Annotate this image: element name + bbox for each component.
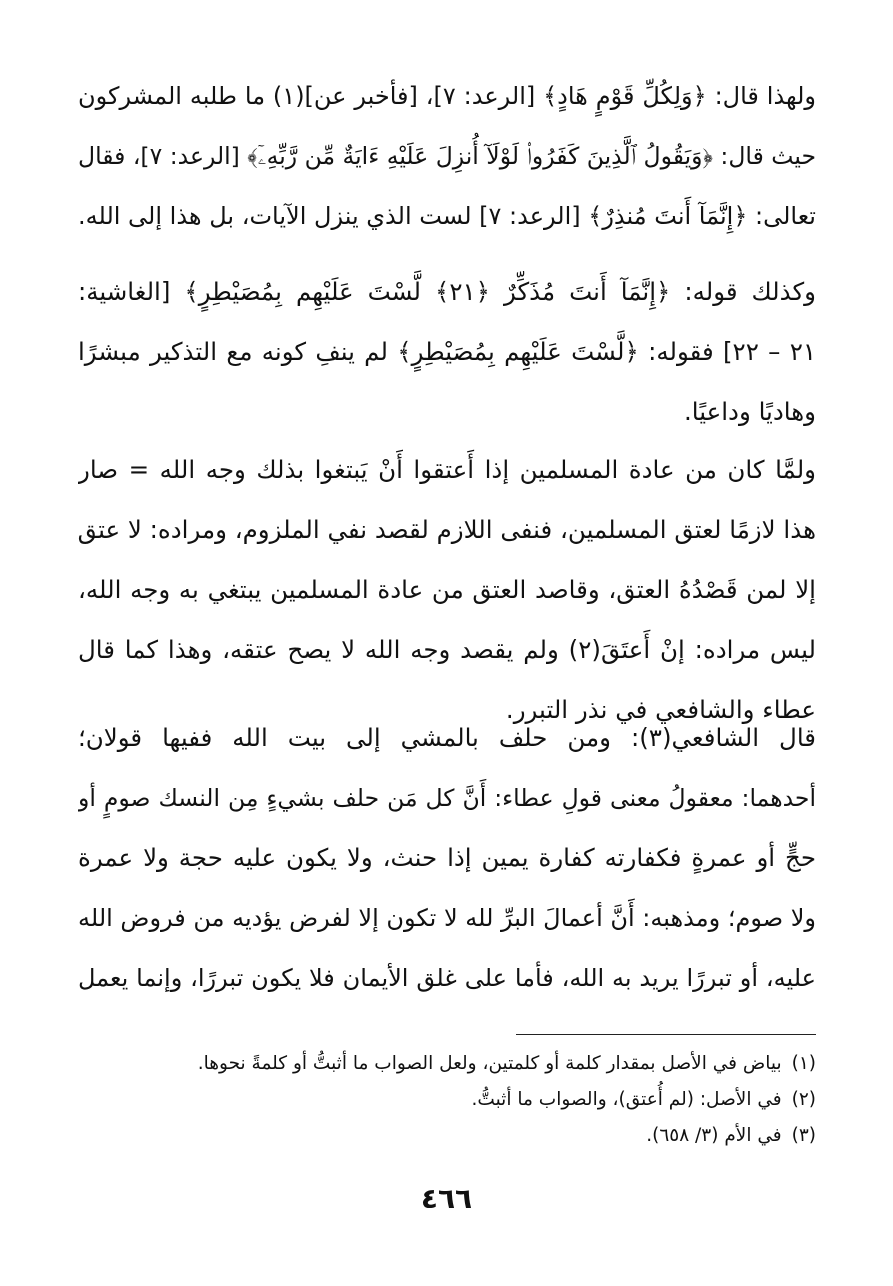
text-line: ٢١ – ٢٢] فقوله: ﴿لَّسْتَ عَلَيْهِم بِمُصَيْطِرٍ﴾ لم ينفِ كونه مع التذكير مبشرًا bbox=[78, 337, 816, 366]
footnote-item bbox=[78, 1046, 816, 1082]
page-number: ٤٦٦ bbox=[420, 1182, 473, 1215]
footnote-number: (٣) bbox=[791, 1125, 816, 1146]
text-line: ليس مراده: إنْ أَعتَقَ(٢) ولم يقصد وجه الله لا يصح عتقه، وهذا كما قال bbox=[78, 635, 816, 664]
footnote-text: في الأم (٣/ ٦٥٨). bbox=[646, 1125, 782, 1146]
text-line: عليه، أو تبررًا يريد به الله، فأما على غلق الأيمان فلا يكون تبررًا، وإنما يعمل bbox=[78, 964, 816, 992]
footnote-number: (٢) bbox=[791, 1089, 816, 1110]
text-line: ولهذا قال: ﴿وَلِكُلِّ قَوْمٍ هَادٍ﴾ [الرعد: ٧]، [فأخبر عن](١) ما طلبه المشركون bbox=[78, 82, 816, 110]
footnote-separator bbox=[516, 1034, 816, 1035]
text-line: ولمَّا كان من عادة المسلمين إذا أَعتقوا أَنْ يَبتغوا بذلك وجه الله = صار bbox=[78, 455, 816, 484]
footnote-item bbox=[78, 1082, 816, 1118]
footnote-number: (١) bbox=[791, 1053, 816, 1074]
text-line: عطاء والشافعي في نذر التبرر. bbox=[505, 695, 816, 724]
text-line: وهاديًا وداعيًا. bbox=[683, 397, 816, 426]
paragraph-4 bbox=[78, 708, 816, 1008]
paragraph-3 bbox=[78, 440, 816, 740]
footnotes bbox=[78, 1046, 816, 1154]
footnote-text: بياض في الأصل بمقدار كلمة أو كلمتين، ولعل الصواب ما أثبتُّ أو كلمةً نحوها. bbox=[197, 1053, 782, 1074]
text-line: ولا صوم؛ ومذهبه: أَنَّ أعمالَ البرِّ لله لا تكون إلا لفرض يؤديه من فروض الله bbox=[78, 904, 816, 932]
text-line: إلا لمن قَصْدُهُ العتق، وقاصد العتق من عادة المسلمين يبتغي به وجه الله، bbox=[78, 575, 816, 604]
text-line: قال الشافعي(٣): ومن حلف بالمشي إلى بيت الله ففيها قولان؛ bbox=[78, 723, 816, 752]
text-line: أحدهما: معقولُ معنى قولِ عطاء: أَنَّ كل مَن حلف بشيءٍ مِن النسك صومٍ أو bbox=[78, 784, 816, 812]
footnote-item bbox=[78, 1118, 816, 1154]
text-line: حجٍّ أو عمرةٍ فكفارته كفارة يمين إذا حنث، ولا يكون عليه حجة ولا عمرة bbox=[78, 843, 816, 872]
text-line: هذا لازمًا لعتق المسلمين، فنفى اللازم لقصد نفي الملزوم، ومراده: لا عتق bbox=[78, 515, 816, 544]
paragraph-2 bbox=[78, 262, 816, 442]
text-line: وكذلك قوله: ﴿إِنَّمَآ أَنتَ مُذَكِّرٌ ﴿٢١﴾ لَّسْتَ عَلَيْهِم بِمُصَيْطِرٍ﴾ [الغاشية: bbox=[78, 277, 816, 306]
text-line: تعالى: ﴿إِنَّمَآ أَنتَ مُنذِرٌ﴾ [الرعد: ٧] لست الذي ينزل الآيات، بل هذا إلى الله. bbox=[78, 202, 816, 230]
footnote-text: في الأصل: (لم أُعتق)، والصواب ما أثبتُّ. bbox=[471, 1089, 782, 1110]
text-line: حيث قال: ﴿وَيَقُولُ ٱلَّذِينَ كَفَرُوا۟ لَوْلَآ أُنزِلَ عَلَيْهِ ءَايَةٌ مِّن رَّبِّهِۦٓ﴾ [الرعد: ٧]، فقال bbox=[78, 142, 816, 170]
paragraph-1 bbox=[78, 66, 816, 246]
